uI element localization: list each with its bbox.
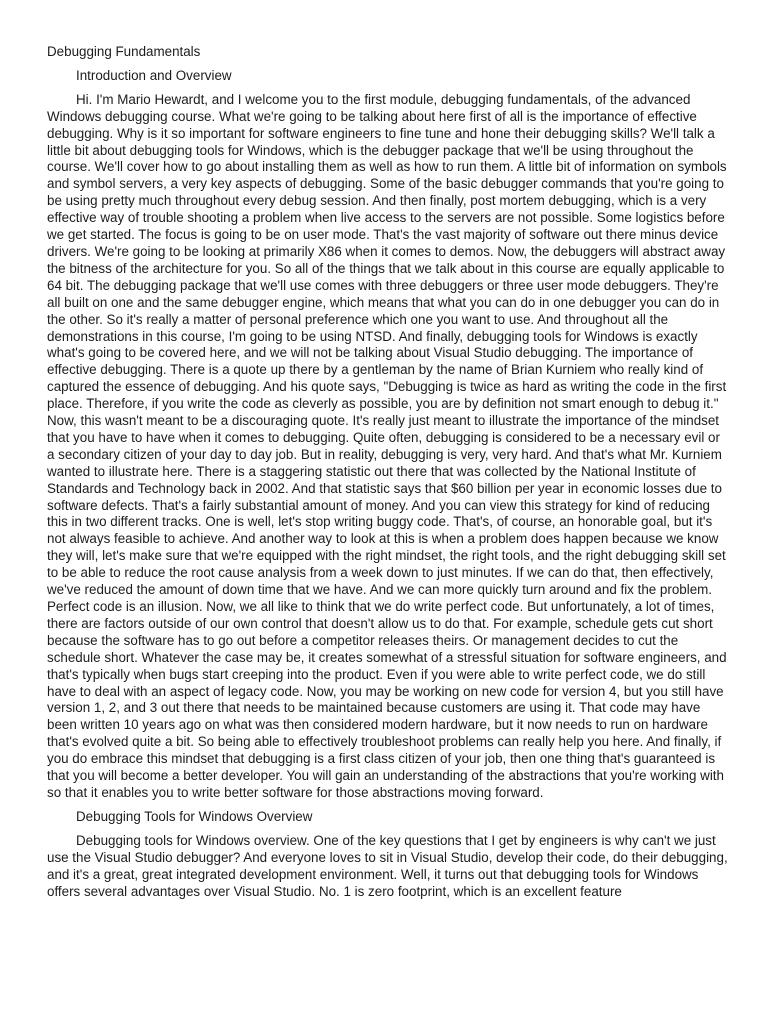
section-heading-introduction: Introduction and Overview — [76, 67, 232, 83]
document-title: Debugging Fundamentals — [47, 44, 201, 59]
section-paragraph-debugging-tools: Debugging tools for Windows overview. One of the key questions that I get by engineers is why can't we just use the Visual Studio debugger? And everyone loves to sit in Visual Studio, develop their code, do their debugging, and it's a great, great integrated development environment. Well, it turns out that debugging tools for Windows offers several advantages over Visual Studio. No. 1 is zero footprint, which is an excellent feature — [47, 832, 728, 899]
section-heading-debugging-tools: Debugging Tools for Windows Overview — [76, 808, 313, 824]
section-paragraph-introduction: Hi. I'm Mario Hewardt, and I welcome you to the first module, debugging fundamentals, of the advanced Windows debugging course. What we're going to be talking about here first of all is the importance of effective debugging. Why is it so important for software engineers to fine tune and hone their debugging skills? We'll talk a little bit about debugging tools for Windows, which is the debugger package that we'll be using throughout the course. We'll cover how to go about installing them as well as how to run them. A little bit of information on symbols and symbol servers, a very key aspects of debugging. Some of the basic debugger commands that you're going to be using pretty much throughout every debug session. And then finally, post mortem debugging, which is a very effective way of trouble shooting a problem when live access to the servers are not possible. Some logistics before we get started. The focus is going to be on user mode. That's the vast majority of software out there minus device drivers. We're going to be looking at primarily X86 when it comes to demos. Now, the debuggers will abstract away the bitness of the architecture for you. So all of the things that we talk about in this course are equally applicable to 64 bit. The debugging package that we'll use comes with three debuggers or three user mode debuggers. They're all built on one and the same debugger engine, which means that what you can do in one debugger you can do in the other. So it's really a matter of personal preference which one you want to use. And throughout all the demonstrations in this course, I'm going to be using NTSD. And finally, debugging tools for Windows is exactly what's going to be covered here, and we will not be talking about Visual Studio debugging. The importance of effective debugging. There is a quote up there by a gentleman by the name of Brian Kurniem who really kind of captured the essence of debugging. And his quote says, "Debugging is twice as hard as writing the code in the first place. Therefore, if you write the code as cleverly as possible, you are by definition not smart enough to debug it." Now, this wasn't meant to be a discouraging quote. It's really just meant to illustrate the importance of the mindset that you have to have when it comes to debugging. Quite often, debugging is considered to be a necessary evil or a secondary citizen of your day to day job. But in reality, debugging is very, very hard. And that's what Mr. Kurniem wanted to illustrate here. There is a staggering statistic out there that was collected by the National Institute of Standards and Technology back in 2002. And that statistic says that $60 billion per year in economic losses due to software defects. That's a fairly substantial amount of money. And you can view this strategy for kind of reducing this in two different tracks. One is well, let's stop writing buggy code. That's, of course, an honorable goal, but it's not always feasible to achieve. And another way to look at this is when a problem does happen because we know they will, let's make sure that we're equipped with the right mindset, the right tools, and the right debugging skill set to be able to reduce the root cause analysis from a week down to just minutes. If we can do that, then effectively, we've reduced the amount of down time that we have. And we can more quickly turn around and fix the problem. Perfect code is an illusion. Now, we all like to think that we do write perfect code. But unfortunately, a lot of times, there are factors outside of our own control that doesn't allow us to do that. For example, schedule gets cut short because the software has to go out before a competitor releases theirs. Or management decides to cut the schedule short. Whatever the case may be, it creates somewhat of a stressful situation for software engineers, and that's typically when bugs start creeping into the product. Even if you were able to write perfect code, we do still have to deal with an aspect of legacy code. Now, you may be working on new code for version 4, but you still have version 1, 2, and 3 out there that needs to be maintained because customers are using it. That code may have been written 10 years ago on what was then considered modern hardware, but it now needs to run on hardware that's evolved quite a bit. So being able to effectively troubleshoot problems can really help you here. And finally, if you do embrace this mindset that debugging is a first class citizen of your job, then one thing that's guaranteed is that you will become a better developer. You will gain an understanding of the abstractions that you're working with so that it enables you to write better software for those abstractions moving forward. — [47, 91, 727, 800]
